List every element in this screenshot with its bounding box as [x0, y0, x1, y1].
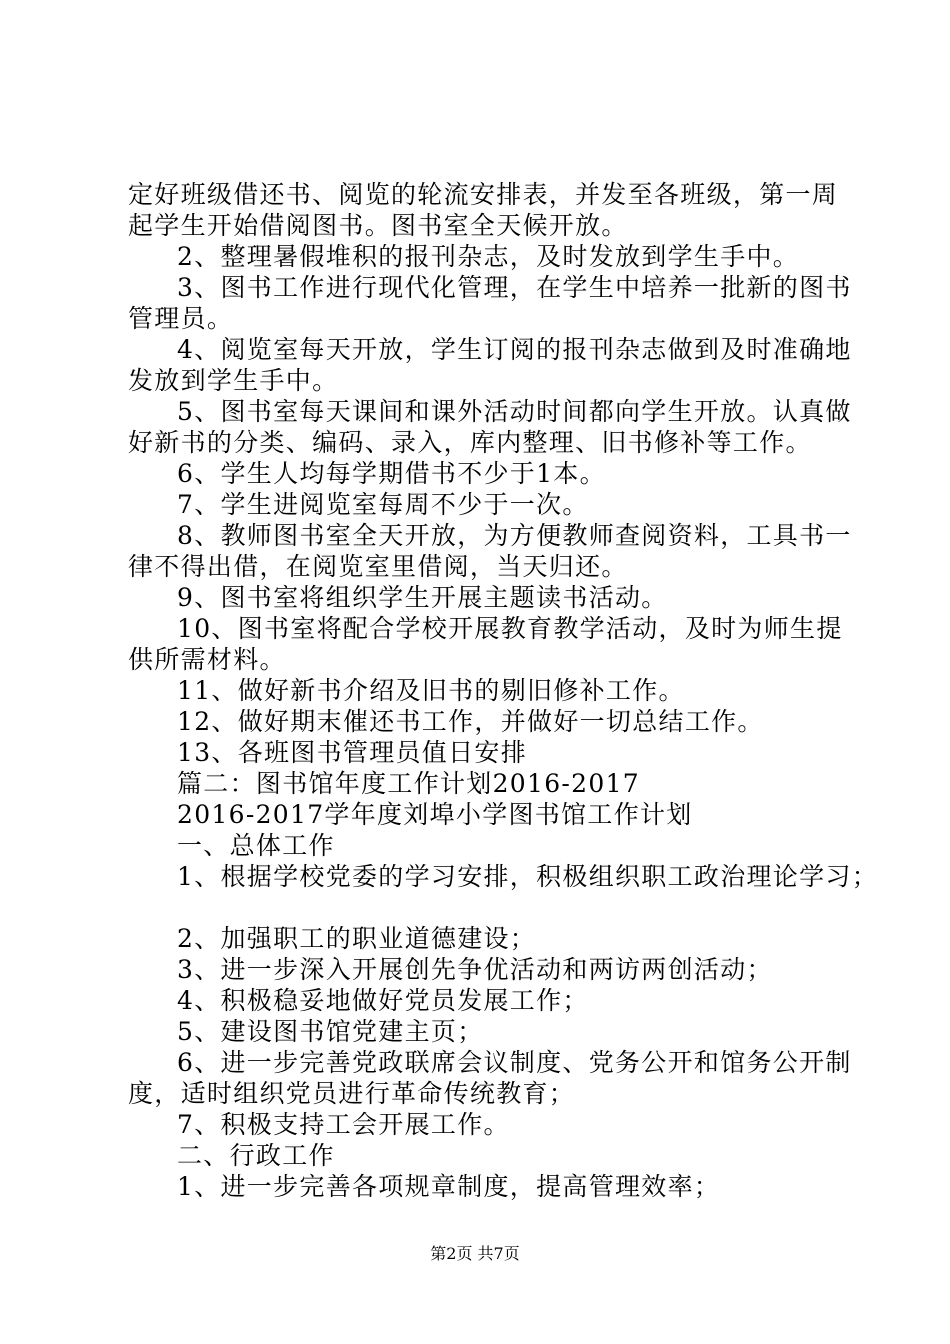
- text-line: 5、建设图书馆党建主页；: [177, 1017, 484, 1046]
- text-line: 12、做好期末催还书工作，并做好一切总结工作。: [177, 707, 764, 736]
- text-line: 3、图书工作进行现代化管理，在学生中培养一批新的图书: [177, 273, 852, 302]
- section-heading: 篇二：图书馆年度工作计划2016-2017: [177, 769, 640, 798]
- text-line: 7、积极支持工会开展工作。: [177, 1110, 510, 1139]
- text-line: 6、进一步完善党政联席会议制度、党务公开和馆务公开制: [177, 1048, 852, 1077]
- text-line: 13、各班图书管理员值日安排: [177, 738, 528, 767]
- text-line: 1、进一步完善各项规章制度，提高管理效率；: [177, 1172, 721, 1201]
- text-line: 3、进一步深入开展创先争优活动和两访两创活动；: [177, 955, 773, 984]
- text-line: 7、学生进阅览室每周不少于一次。: [177, 490, 589, 519]
- text-line: 定好班级借还书、阅览的轮流安排表，并发至各班级，第一周: [128, 180, 839, 209]
- document-title: 2016-2017学年度刘埠小学图书馆工作计划: [177, 800, 693, 829]
- text-line: 9、图书室将组织学生开展主题读书活动。: [177, 583, 668, 612]
- text-line: 8、教师图书室全天开放，为方便教师查阅资料，工具书一: [177, 521, 852, 550]
- text-line: 11、做好新书介绍及旧书的剔旧修补工作。: [177, 676, 685, 705]
- text-line: 好新书的分类、编码、录入，库内整理、旧书修补等工作。: [128, 428, 812, 457]
- text-line: 发放到学生手中。: [128, 366, 339, 395]
- text-line: 2、整理暑假堆积的报刊杂志，及时发放到学生手中。: [177, 242, 800, 271]
- text-line: 10、图书室将配合学校开展教育教学活动，及时为师生提: [177, 614, 843, 643]
- text-line: 2、加强职工的职业道德建设；: [177, 924, 537, 953]
- text-line: 4、积极稳妥地做好党员发展工作；: [177, 986, 589, 1015]
- text-line: 起学生开始借阅图书。图书室全天候开放。: [128, 211, 628, 240]
- text-line: 6、学生人均每学期借书不少于1本。: [177, 459, 606, 488]
- text-line: 管理员。: [128, 304, 234, 333]
- text-line: 1、根据学校党委的学习安排，积极组织职工政治理论学习；: [177, 862, 879, 891]
- text-line: 律不得出借，在阅览室里借阅，当天归还。: [128, 552, 628, 581]
- text-line: 5、图书室每天课间和课外活动时间都向学生开放。认真做: [177, 397, 852, 426]
- section-heading: 一、总体工作: [177, 831, 335, 860]
- text-line: 4、阅览室每天开放，学生订阅的报刊杂志做到及时准确地: [177, 335, 852, 364]
- section-heading: 二、行政工作: [177, 1141, 335, 1170]
- text-line: 度，适时组织党员进行革命传统教育；: [128, 1079, 576, 1108]
- text-line: 供所需材料。: [128, 645, 286, 674]
- page-footer: 第2页 共7页: [430, 1244, 520, 1263]
